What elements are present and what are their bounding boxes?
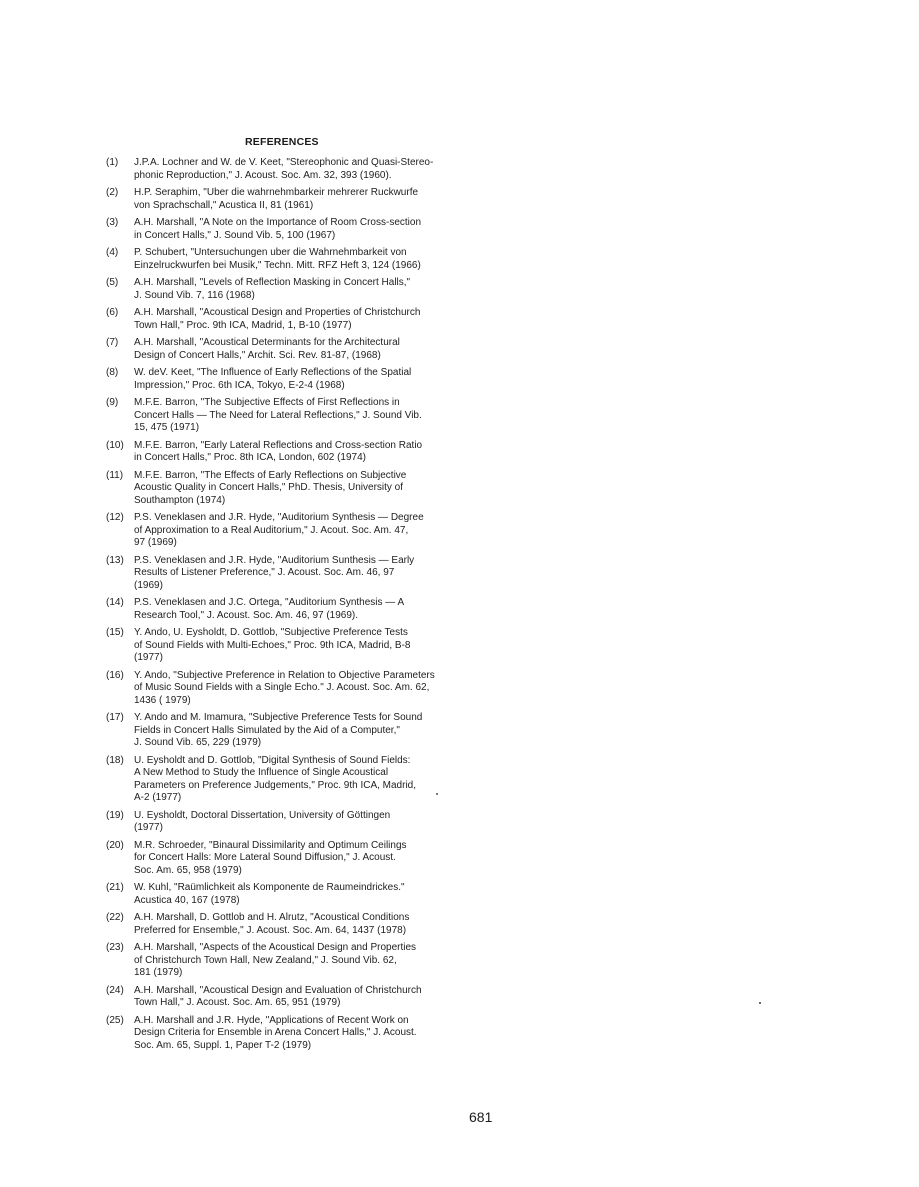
scan-speck bbox=[759, 1002, 761, 1004]
reference-number: (11) bbox=[106, 469, 124, 481]
reference-line: A.H. Marshall, "Aspects of the Acoustical Design and Properties bbox=[134, 942, 417, 953]
reference-text bbox=[134, 597, 486, 622]
reference-line: Soc. Am. 65, 958 (1979) bbox=[134, 864, 242, 876]
reference-item bbox=[106, 512, 486, 550]
reference-line: M.F.E. Barron, "The Effects of Early Reflections on Subjective bbox=[134, 469, 407, 481]
reference-item bbox=[106, 157, 486, 182]
reference-text bbox=[134, 555, 486, 593]
reference-line: Fields in Concert Halls Simulated by the Aid of a Computer," bbox=[134, 724, 400, 736]
reference-item bbox=[106, 1015, 486, 1053]
reference-text bbox=[134, 470, 486, 508]
reference-text bbox=[134, 755, 486, 805]
reference-text bbox=[134, 627, 486, 665]
reference-text bbox=[134, 942, 486, 980]
reference-text bbox=[134, 512, 486, 550]
reference-line: of Sound Fields with Multi-Echoes," Proc. 9th ICA, Madrid, B-8 bbox=[134, 639, 411, 651]
reference-number: (12) bbox=[106, 512, 124, 523]
reference-line: Acustica 40, 167 (1978) bbox=[134, 894, 240, 906]
reference-line: in Concert Halls," J. Sound Vib. 5, 100 (1967) bbox=[134, 229, 336, 241]
reference-text bbox=[134, 882, 486, 907]
reference-number: (25) bbox=[106, 1014, 124, 1026]
reference-number: (21) bbox=[106, 882, 124, 893]
reference-text bbox=[134, 277, 486, 302]
reference-line: phonic Reproduction," J. Acoust. Soc. Am. 32, 393 (1960). bbox=[134, 169, 392, 181]
reference-line: 15, 475 (1971) bbox=[134, 422, 200, 433]
reference-line: (1977) bbox=[134, 822, 163, 833]
reference-line: Einzelruckwurfen bei Musik," Techn. Mitt. RFZ Heft 3, 124 (1966) bbox=[134, 259, 421, 271]
reference-item bbox=[106, 712, 486, 750]
reference-number: (20) bbox=[106, 839, 124, 851]
reference-line: Southampton (1974) bbox=[134, 494, 226, 506]
reference-item bbox=[106, 985, 486, 1010]
reference-number: (4) bbox=[106, 247, 119, 258]
reference-line: Soc. Am. 65, Suppl. 1, Paper T-2 (1979) bbox=[134, 1039, 312, 1051]
reference-line: for Concert Halls: More Lateral Sound Diffusion," J. Acoust. bbox=[134, 852, 396, 863]
reference-line: A.H. Marshall and J.R. Hyde, "Applications of Recent Work on bbox=[134, 1014, 409, 1026]
reference-item bbox=[106, 942, 486, 980]
reference-line: (1977) bbox=[134, 652, 163, 663]
reference-number: (2) bbox=[106, 187, 119, 198]
reference-line: Y. Ando, "Subjective Preference in Relation to Objective Parameters bbox=[134, 669, 435, 681]
reference-text bbox=[134, 1015, 486, 1053]
reference-line: A.H. Marshall, "Levels of Reflection Masking in Concert Halls," bbox=[134, 277, 411, 288]
reference-number: (5) bbox=[106, 277, 119, 288]
reference-item bbox=[106, 912, 486, 937]
reference-line: A-2 (1977) bbox=[134, 792, 182, 803]
reference-item bbox=[106, 337, 486, 362]
reference-line: H.P. Seraphim, "Uber die wahrnehmbarkeir mehrerer Ruckwurfe bbox=[134, 187, 419, 198]
reference-line: of Christchurch Town Hall, New Zealand," J. Sound Vib. 62, bbox=[134, 954, 397, 966]
reference-number: (18) bbox=[106, 754, 124, 766]
reference-line: A New Method to Study the Influence of Single Acoustical bbox=[134, 767, 389, 778]
reference-item bbox=[106, 470, 486, 508]
reference-number: (6) bbox=[106, 307, 119, 318]
reference-text bbox=[134, 247, 486, 272]
reference-line: in Concert Halls," Proc. 8th ICA, London, 602 (1974) bbox=[134, 452, 367, 463]
reference-number: (19) bbox=[106, 809, 124, 821]
reference-item bbox=[106, 367, 486, 392]
reference-text bbox=[134, 337, 486, 362]
reference-number: (17) bbox=[106, 712, 124, 723]
reference-line: P.S. Veneklasen and J.R. Hyde, "Auditorium Sunthesis — Early bbox=[134, 554, 415, 566]
reference-item bbox=[106, 597, 486, 622]
reference-number: (7) bbox=[106, 337, 119, 348]
reference-line: Y. Ando and M. Imamura, "Subjective Preference Tests for Sound bbox=[134, 712, 423, 723]
reference-text bbox=[134, 912, 486, 937]
reference-number: (16) bbox=[106, 669, 124, 681]
reference-text bbox=[134, 307, 486, 332]
reference-line: P.S. Veneklasen and J.C. Ortega, "Auditorium Synthesis — A bbox=[134, 597, 405, 608]
page-number: 681 bbox=[469, 1109, 493, 1125]
reference-line: 97 (1969) bbox=[134, 537, 177, 548]
reference-text bbox=[134, 440, 486, 465]
reference-line: Town Hall," J. Acoust. Soc. Am. 65, 951 (1979) bbox=[134, 997, 341, 1008]
reference-line: J. Sound Vib. 7, 116 (1968) bbox=[134, 289, 255, 301]
reference-line: W. Kuhl, "Raümlichkeit als Komponente de Raumeindrickes." bbox=[134, 882, 405, 893]
reference-item bbox=[106, 840, 486, 878]
reference-line: A.H. Marshall, "A Note on the Importance of Room Cross-section bbox=[134, 217, 422, 228]
reference-number: (14) bbox=[106, 597, 124, 608]
reference-line: A.H. Marshall, D. Gottlob and H. Alrutz, "Acoustical Conditions bbox=[134, 912, 410, 923]
reference-line: W. deV. Keet, "The Influence of Early Reflections of the Spatial bbox=[134, 367, 412, 378]
reference-line: U. Eysholdt, Doctoral Dissertation, University of Göttingen bbox=[134, 809, 391, 821]
reference-line: Parameters on Preference Judgements," Proc. 9th ICA, Madrid, bbox=[134, 779, 417, 791]
reference-line: J. Sound Vib. 65, 229 (1979) bbox=[134, 737, 262, 748]
reference-text bbox=[134, 157, 486, 182]
reference-text bbox=[134, 712, 486, 750]
reference-line: J.P.A. Lochner and W. de V. Keet, "Stereophonic and Quasi-Stereo- bbox=[134, 157, 434, 168]
reference-item bbox=[106, 187, 486, 212]
reference-item bbox=[106, 670, 486, 708]
reference-line: U. Eysholdt and D. Gottlob, "Digital Synthesis of Sound Fields: bbox=[134, 754, 411, 766]
reference-number: (9) bbox=[106, 397, 119, 408]
reference-text bbox=[134, 985, 486, 1010]
reference-line: of Music Sound Fields with a Single Echo." J. Acoust. Soc. Am. 62, bbox=[134, 682, 430, 693]
reference-line: M.F.E. Barron, "Early Lateral Reflections and Cross-section Ratio bbox=[134, 439, 423, 451]
reference-text bbox=[134, 810, 486, 835]
reference-item bbox=[106, 247, 486, 272]
reference-item bbox=[106, 217, 486, 242]
reference-item bbox=[106, 555, 486, 593]
reference-item bbox=[106, 882, 486, 907]
reference-text bbox=[134, 397, 486, 435]
reference-line: 1436 ( 1979) bbox=[134, 694, 191, 706]
reference-line: Research Tool," J. Acoust. Soc. Am. 46, 97 (1969). bbox=[134, 609, 359, 621]
reference-line: M.R. Schroeder, "Binaural Dissimilarity and Optimum Ceilings bbox=[134, 839, 407, 851]
reference-line: 181 (1979) bbox=[134, 967, 183, 978]
reference-line: of Approximation to a Real Auditorium," J. Acout. Soc. Am. 47, bbox=[134, 524, 409, 536]
reference-line: P.S. Veneklasen and J.R. Hyde, "Auditorium Synthesis — Degree bbox=[134, 512, 424, 523]
scan-speck bbox=[436, 793, 438, 795]
reference-number: (23) bbox=[106, 942, 124, 953]
reference-text bbox=[134, 367, 486, 392]
reference-item bbox=[106, 440, 486, 465]
reference-line: Impression," Proc. 6th ICA, Tokyo, E-2-4 (1968) bbox=[134, 379, 345, 391]
reference-item bbox=[106, 277, 486, 302]
reference-item bbox=[106, 307, 486, 332]
reference-item bbox=[106, 627, 486, 665]
reference-line: A.H. Marshall, "Acoustical Determinants for the Architectural bbox=[134, 337, 400, 348]
reference-number: (8) bbox=[106, 367, 119, 378]
references-list bbox=[106, 157, 486, 1057]
reference-text bbox=[134, 670, 486, 708]
reference-line: Preferred for Ensemble," J. Acoust. Soc. Am. 64, 1437 (1978) bbox=[134, 924, 407, 936]
reference-line: Concert Halls — The Need for Lateral Reflections," J. Sound Vib. bbox=[134, 409, 422, 421]
reference-line: A.H. Marshall, "Acoustical Design and Properties of Christchurch bbox=[134, 307, 421, 318]
reference-number: (10) bbox=[106, 439, 124, 451]
reference-item bbox=[106, 397, 486, 435]
reference-line: Y. Ando, U. Eysholdt, D. Gottlob, "Subjective Preference Tests bbox=[134, 627, 408, 638]
reference-item bbox=[106, 755, 486, 805]
reference-line: Town Hall," Proc. 9th ICA, Madrid, 1, B-10 (1977) bbox=[134, 319, 352, 331]
reference-line: M.F.E. Barron, "The Subjective Effects of First Reflections in bbox=[134, 397, 400, 408]
reference-number: (13) bbox=[106, 554, 124, 566]
reference-number: (22) bbox=[106, 912, 124, 923]
reference-number: (3) bbox=[106, 217, 119, 228]
reference-line: (1969) bbox=[134, 579, 163, 591]
reference-number: (1) bbox=[106, 157, 119, 168]
reference-text bbox=[134, 840, 486, 878]
reference-text bbox=[134, 187, 486, 212]
reference-line: von Sprachschall," Acustica II, 81 (1961) bbox=[134, 199, 314, 211]
reference-number: (15) bbox=[106, 627, 124, 638]
reference-line: Design of Concert Halls," Archit. Sci. Rev. 81-87, (1968) bbox=[134, 349, 381, 361]
reference-item bbox=[106, 810, 486, 835]
reference-line: Design Criteria for Ensemble in Arena Concert Halls," J. Acoust. bbox=[134, 1027, 417, 1038]
references-heading: REFERENCES bbox=[245, 136, 319, 148]
reference-line: Results of Listener Preference," J. Acoust. Soc. Am. 46, 97 bbox=[134, 567, 395, 578]
reference-line: A.H. Marshall, "Acoustical Design and Evaluation of Christchurch bbox=[134, 984, 422, 996]
reference-line: Acoustic Quality in Concert Halls," PhD. Thesis, University of bbox=[134, 482, 404, 493]
reference-number: (24) bbox=[106, 984, 124, 996]
reference-line: P. Schubert, "Untersuchungen uber die Wahrnehmbarkeit von bbox=[134, 247, 407, 258]
reference-text bbox=[134, 217, 486, 242]
